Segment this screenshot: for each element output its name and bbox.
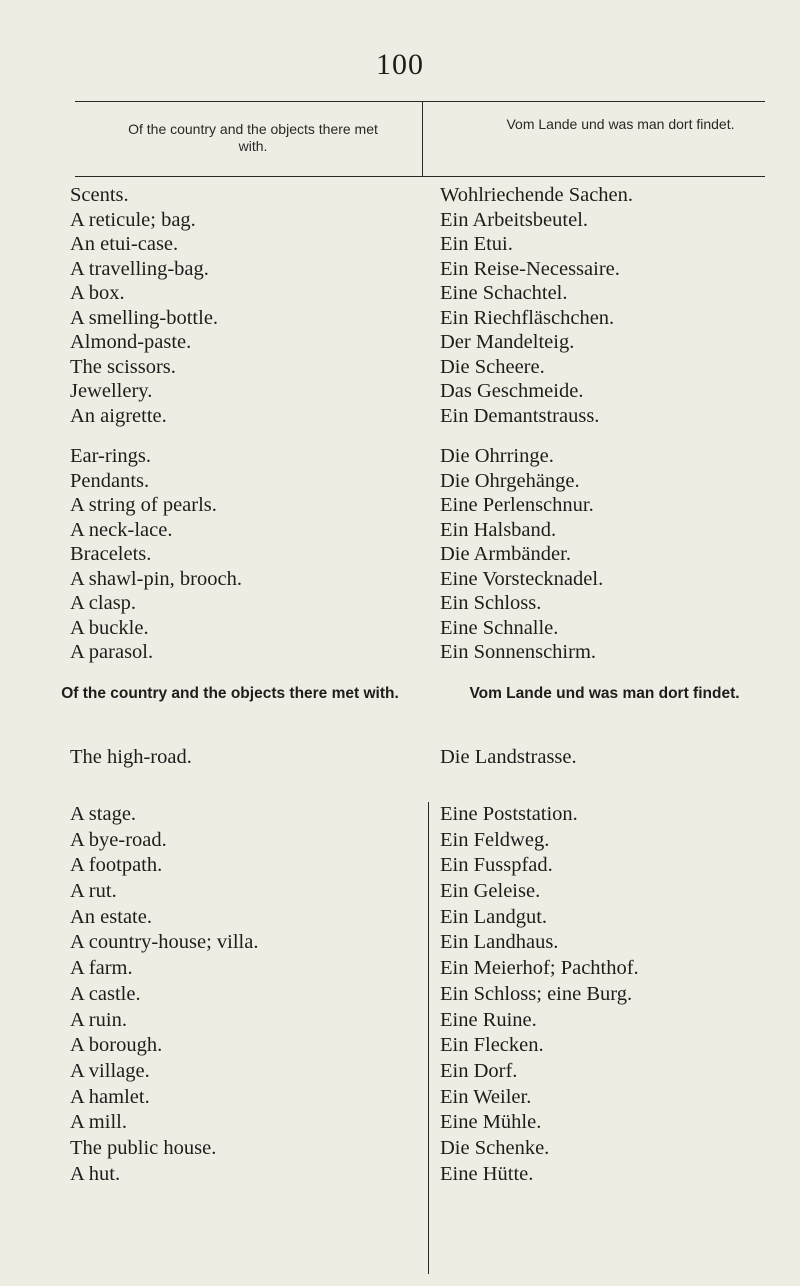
section1-group-a-german (440, 183, 633, 428)
list-item: A mill. (70, 1111, 127, 1134)
section2-german-list (440, 802, 639, 1187)
list-item: Die Scheere. (440, 355, 545, 378)
list-item: A bye-road. (70, 828, 167, 851)
list-item: A smelling-bottle. (70, 306, 219, 329)
list-item: A borough. (70, 1034, 163, 1057)
list-item: Eine Hütte. (440, 1162, 534, 1185)
list-item: Die Schenke. (440, 1136, 550, 1159)
list-item: Die Ohrringe. (440, 445, 554, 467)
section2-first-english: The high-road. (70, 746, 192, 768)
list-item: A buckle. (70, 616, 149, 639)
list-item: Ein Landhaus. (440, 931, 559, 954)
list-item: Die Ohrgehänge. (440, 469, 580, 492)
list-item: A parasol. (70, 641, 154, 663)
list-item: Eine Ruine. (440, 1008, 537, 1031)
list-item: Eine Perlenschnur. (440, 494, 594, 516)
list-item: Ein Riechfläschchen. (440, 306, 615, 329)
list-item: A hut. (70, 1162, 121, 1185)
list-item: An estate. (70, 905, 152, 928)
list-item: An etui-case. (70, 233, 179, 255)
list-item: Pendants. (70, 469, 150, 492)
list-item: A hamlet. (70, 1085, 150, 1108)
list-item: Das Geschmeide. (440, 380, 584, 402)
list-item: Ein Fusspfad. (440, 854, 553, 877)
list-item: The public house. (70, 1136, 217, 1159)
list-item: Ein Feldweg. (440, 828, 550, 851)
section1-group-a-english (70, 183, 218, 428)
list-item: A clasp. (70, 592, 137, 614)
list-item: A footpath. (70, 854, 163, 877)
list-item: A neck-lace. (70, 518, 173, 541)
list-item: Ein Weiler. (440, 1085, 532, 1108)
section1-group-b-german (440, 444, 603, 665)
header-divider (422, 101, 423, 177)
section2-english-list (70, 802, 258, 1187)
section1-group-b-english (70, 444, 242, 665)
list-item: A shawl-pin, brooch. (70, 567, 242, 590)
header-bottom-rule (75, 176, 765, 177)
list-item: An aigrette. (70, 404, 167, 427)
list-item: Eine Schachtel. (440, 282, 568, 304)
list-item: Ein Dorf. (440, 1059, 518, 1082)
list-item: The scissors. (70, 355, 176, 378)
section1-header-german: Vom Lande und was man dort findet. (506, 116, 735, 132)
list-item: Almond-paste. (70, 331, 192, 353)
list-item: A string of pearls. (70, 494, 217, 516)
section2-divider (428, 802, 429, 1274)
list-item: Eine Vorstecknadel. (440, 567, 604, 590)
list-item: Jewellery. (70, 380, 153, 402)
section2-first-german: Die Landstrasse. (440, 746, 577, 768)
list-item: Ein Arbeitsbeutel. (440, 208, 589, 231)
list-item: Ear-rings. (70, 445, 151, 467)
list-item: Ein Schloss. (440, 592, 542, 614)
list-item: Scents. (70, 184, 129, 206)
list-item: Ein Demantstrauss. (440, 404, 600, 427)
list-item: Ein Sonnenschirm. (440, 641, 597, 663)
list-item: A village. (70, 1059, 150, 1082)
list-item: A country-house; villa. (70, 931, 259, 954)
list-item: Eine Mühle. (440, 1111, 542, 1134)
list-item: Ein Reise-Necessaire. (440, 257, 620, 280)
list-item: Ein Geleise. (440, 880, 541, 903)
list-item: Ein Landgut. (440, 905, 548, 928)
page-number: 100 (376, 48, 424, 81)
list-item: A rut. (70, 880, 117, 903)
list-item: Ein Schloss; eine Burg. (440, 982, 633, 1005)
header-top-rule (75, 101, 765, 102)
list-item: A ruin. (70, 1008, 127, 1031)
list-item: Ein Flecken. (440, 1034, 544, 1057)
list-item: Eine Schnalle. (440, 616, 559, 639)
list-item: Bracelets. (70, 543, 152, 565)
list-item: A stage. (70, 803, 137, 825)
list-item: A travelling-bag. (70, 257, 209, 280)
list-item: A castle. (70, 982, 141, 1005)
section1-header-english: Of the country and the objects there met with. (128, 121, 378, 154)
list-item: Ein Halsband. (440, 518, 557, 541)
list-item: Ein Meierhof; Pachthof. (440, 957, 639, 980)
list-item: A farm. (70, 957, 133, 980)
section2-header-english: Of the country and the objects there met with. (61, 685, 399, 702)
list-item: Die Armbänder. (440, 543, 571, 565)
list-item: Eine Poststation. (440, 803, 578, 825)
list-item: A reticule; bag. (70, 208, 196, 231)
list-item: Ein Etui. (440, 233, 513, 255)
section2-header-german: Vom Lande und was man dort findet. (469, 685, 740, 702)
list-item: Der Mandelteig. (440, 331, 575, 353)
list-item: A box. (70, 282, 125, 304)
list-item: Wohlriechende Sachen. (440, 184, 634, 206)
